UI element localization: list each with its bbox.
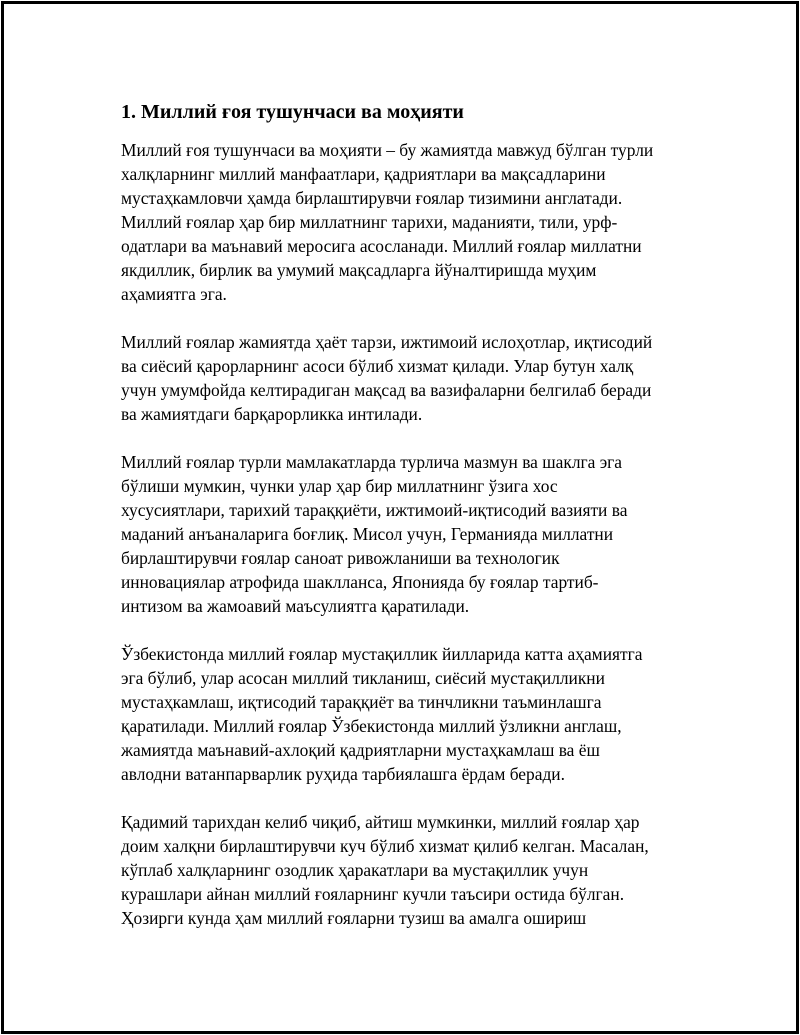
paragraph-line: ва жамиятдаги барқарорликка интилади. (121, 404, 423, 424)
paragraph-line: бўлиши мумкин, чунки улар ҳар бир миллатнинг ўзига хос (121, 476, 558, 496)
paragraph-line: ва сиёсий қарорларнинг асоси бўлиб хизмат қилади. Улар бутун халқ (121, 356, 634, 376)
paragraph-line: мустаҳкамлаш, иқтисодий тараққиёт ва тинчликни таъминлашга (121, 692, 602, 712)
paragraph-line: якдиллик, бирлик ва умумий мақсадларга йўналтиришда муҳим (121, 260, 597, 280)
paragraph-line: интизом ва жамоавий маъсулиятга қаратилади. (121, 596, 470, 616)
paragraph-line: курашлари айнан миллий ғояларнинг кучли таъсири остида бўлган. (121, 884, 625, 904)
paragraph-line: Ўзбекистонда миллий ғоялар мустақиллик йилларида катта аҳамиятга (121, 644, 643, 664)
paragraph-line: халқларнинг миллий манфаатлари, қадриятлари ва мақсадларини (121, 164, 606, 184)
paragraph (121, 642, 696, 786)
page-frame (1, 1, 799, 1034)
document-body (121, 100, 696, 954)
paragraph-line: Миллий ғоялар жамиятда ҳаёт тарзи, ижтимоий ислоҳотлар, иқтисодий (121, 332, 653, 352)
paragraph-line: аҳамиятга эга. (121, 284, 227, 304)
paragraph-line: авлодни ватанпарварлик руҳида тарбиялашга ёрдам беради. (121, 764, 565, 784)
paragraph-line: одатлари ва маънавий меросига асосланади. Миллий ғоялар миллатни (121, 236, 642, 256)
paragraph-line: Қадимий тарихдан келиб чиқиб, айтиш мумкинки, миллий ғоялар ҳар (121, 812, 640, 832)
paragraph-line: бирлаштирувчи ғоялар саноат ривожланиши ва технологик (121, 548, 560, 568)
paragraphs-container (121, 138, 696, 930)
paragraph (121, 138, 696, 306)
paragraph-line: Миллий ғоялар турли мамлакатларда турлича мазмун ва шаклга эга (121, 452, 623, 472)
paragraph-line: жамиятда маънавий-ахлоқий қадриятларни мустаҳкамлаш ва ёш (121, 740, 600, 760)
paragraph (121, 810, 696, 930)
paragraph-line: инновациялар атрофида шаклланса, Японияда бу ғоялар тартиб- (121, 572, 599, 592)
paragraph-line: учун умумфойда келтирадиган мақсад ва вазифаларни белгилаб беради (121, 380, 652, 400)
paragraph (121, 450, 696, 618)
section-heading: 1. Миллий ғоя тушунчаси ва моҳияти (121, 101, 464, 123)
paragraph-line: эга бўлиб, улар асосан миллий тикланиш, сиёсий мустақилликни (121, 668, 605, 688)
paragraph-line: Ҳозирги кунда ҳам миллий ғояларни тузиш ва амалга ошириш (121, 908, 587, 928)
paragraph-line: Миллий ғоялар ҳар бир миллатнинг тарихи, маданияти, тили, урф- (121, 212, 618, 232)
paragraph (121, 330, 696, 426)
paragraph-line: қаратилади. Миллий ғоялар Ўзбекистонда миллий ўзликни англаш, (121, 716, 622, 736)
paragraph-line: мустаҳкамловчи ҳамда бирлаштирувчи ғоялар тизимини англатади. (121, 188, 623, 208)
paragraph-line: Миллий ғоя тушунчаси ва моҳияти – бу жамиятда мавжуд бўлган турли (121, 140, 654, 160)
paragraph-line: кўплаб халқларнинг озодлик ҳаракатлари ва мустақиллик учун (121, 860, 589, 880)
paragraph-line: маданий анъаналарига боғлиқ. Мисол учун, Германияда миллатни (121, 524, 614, 544)
paragraph-line: доим халқни бирлаштирувчи куч бўлиб хизмат қилиб келган. Масалан, (121, 836, 649, 856)
paragraph-line: хусусиятлари, тарихий тараққиёти, ижтимоий-иқтисодий вазияти ва (121, 500, 628, 520)
